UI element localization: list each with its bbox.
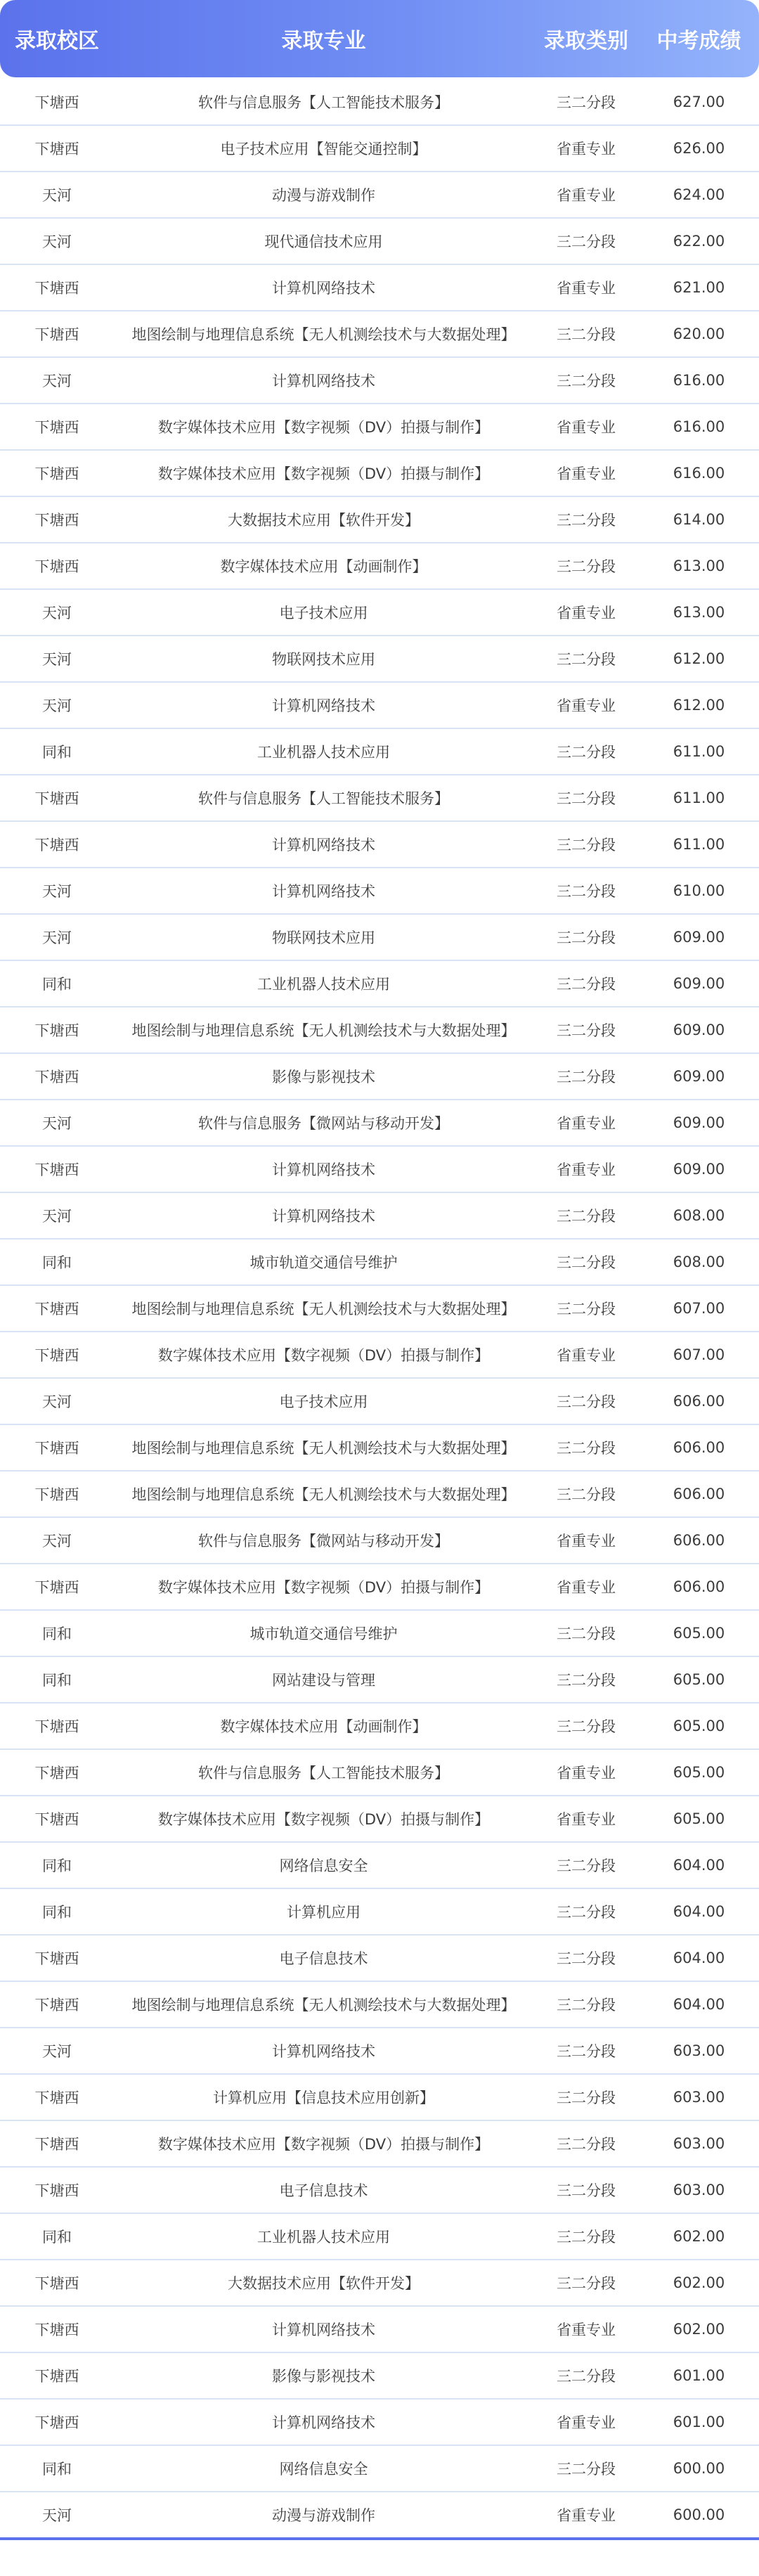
cell-major: 计算机网络技术 <box>272 2043 375 2060</box>
cell-score: 611.00 <box>673 743 725 760</box>
cell-score: 601.00 <box>673 2414 725 2430</box>
cell-type: 三二分段 <box>557 1440 616 1457</box>
cell-campus: 下塘西 <box>34 1069 79 1086</box>
cell-campus: 下塘西 <box>34 558 79 575</box>
cell-score: 608.00 <box>673 1254 725 1270</box>
table-row <box>0 915 759 961</box>
cell-campus: 天河 <box>42 651 72 668</box>
table-row <box>0 1425 759 1471</box>
cell-campus: 下塘西 <box>34 465 79 482</box>
cell-score: 613.00 <box>673 604 725 621</box>
cell-major: 软件与信息服务【微网站与移动开发】 <box>198 1533 449 1550</box>
table-row <box>0 358 759 404</box>
cell-score: 605.00 <box>673 1764 725 1781</box>
cell-score: 604.00 <box>673 1996 725 2013</box>
table-row <box>0 1147 759 1193</box>
table-row <box>0 2260 759 2307</box>
cell-type: 三二分段 <box>557 1254 616 1271</box>
table-row <box>0 1379 759 1425</box>
cell-campus: 天河 <box>42 605 72 622</box>
cell-campus: 同和 <box>42 1254 72 1271</box>
cell-campus: 天河 <box>42 187 72 204</box>
cell-major: 电子技术应用【智能交通控制】 <box>220 141 427 157</box>
cell-score: 606.00 <box>673 1393 725 1410</box>
cell-score: 616.00 <box>673 418 725 435</box>
cell-type: 省重专业 <box>557 280 616 297</box>
cell-campus: 同和 <box>42 744 72 761</box>
cell-type: 三二分段 <box>557 512 616 529</box>
cell-type: 三二分段 <box>557 1486 616 1503</box>
cell-type: 省重专业 <box>557 605 616 622</box>
table-row <box>0 311 759 358</box>
cell-major: 工业机器人技术应用 <box>257 976 390 993</box>
cell-major: 工业机器人技术应用 <box>257 744 390 761</box>
cell-type: 三二分段 <box>557 1950 616 1967</box>
table-row <box>0 822 759 868</box>
cell-campus: 下塘西 <box>34 2368 79 2385</box>
cell-type: 省重专业 <box>557 1533 616 1550</box>
cell-score: 606.00 <box>673 1532 725 1549</box>
table-row <box>0 729 759 775</box>
table-row <box>0 1704 759 1750</box>
cell-campus: 天河 <box>42 929 72 946</box>
cell-campus: 下塘西 <box>34 2089 79 2106</box>
cell-score: 611.00 <box>673 836 725 853</box>
cell-major: 数字媒体技术应用【动画制作】 <box>220 558 427 575</box>
table-row <box>0 775 759 822</box>
cell-score: 602.00 <box>673 2274 725 2291</box>
cell-campus: 下塘西 <box>34 1811 79 1828</box>
cell-score: 606.00 <box>673 1486 725 1502</box>
cell-campus: 下塘西 <box>34 1440 79 1457</box>
cell-major: 计算机应用【信息技术应用创新】 <box>213 2089 434 2106</box>
cell-score: 610.00 <box>673 882 725 899</box>
cell-score: 603.00 <box>673 2042 725 2059</box>
cell-campus: 同和 <box>42 2229 72 2246</box>
table-row <box>0 2353 759 2400</box>
cell-major: 工业机器人技术应用 <box>257 2229 390 2246</box>
cell-score: 609.00 <box>673 929 725 946</box>
table-row <box>0 219 759 265</box>
cell-score: 604.00 <box>673 1857 725 1874</box>
cell-score: 627.00 <box>673 94 725 110</box>
cell-campus: 下塘西 <box>34 837 79 854</box>
header-score: 中考成绩 <box>656 29 741 53</box>
header-campus: 录取校区 <box>15 29 99 53</box>
table-row <box>0 1982 759 2028</box>
cell-type: 三二分段 <box>557 94 616 111</box>
cell-type: 三二分段 <box>557 2089 616 2106</box>
cell-major: 电子技术应用 <box>279 1393 368 1410</box>
cell-campus: 下塘西 <box>34 2321 79 2338</box>
cell-major: 数字媒体技术应用【动画制作】 <box>220 1718 427 1735</box>
cell-major: 计算机网络技术 <box>272 2321 375 2338</box>
cell-score: 616.00 <box>673 465 725 482</box>
cell-campus: 下塘西 <box>34 94 79 111</box>
table-row <box>0 2307 759 2353</box>
cell-major: 城市轨道交通信号维护 <box>249 1625 398 1642</box>
cell-type: 三二分段 <box>557 2136 616 2153</box>
table-row <box>0 1193 759 1239</box>
cell-campus: 同和 <box>42 1672 72 1689</box>
cell-score: 614.00 <box>673 511 725 528</box>
cell-major: 数字媒体技术应用【数字视频（DV）拍摄与制作】 <box>157 419 490 436</box>
cell-major: 数字媒体技术应用【数字视频（DV）拍摄与制作】 <box>157 1579 490 1596</box>
cell-campus: 天河 <box>42 1208 72 1225</box>
cell-major: 电子信息技术 <box>279 1950 368 1967</box>
cell-major: 城市轨道交通信号维护 <box>249 1254 398 1271</box>
cell-campus: 下塘西 <box>34 1347 79 1364</box>
cell-score: 611.00 <box>673 790 725 806</box>
cell-major: 大数据技术应用【软件开发】 <box>228 2275 420 2292</box>
cell-score: 612.00 <box>673 650 725 667</box>
table-row <box>0 79 759 126</box>
cell-campus: 下塘西 <box>34 419 79 436</box>
cell-type: 三二分段 <box>557 2275 616 2292</box>
cell-type: 三二分段 <box>557 2229 616 2246</box>
cell-score: 608.00 <box>673 1207 725 1224</box>
table-row <box>0 2075 759 2121</box>
table-row <box>0 1471 759 1518</box>
cell-type: 三二分段 <box>557 651 616 668</box>
cell-campus: 天河 <box>42 1393 72 1410</box>
cell-score: 605.00 <box>673 1810 725 1827</box>
cell-type: 三二分段 <box>557 929 616 946</box>
cell-type: 三二分段 <box>557 2182 616 2199</box>
cell-major: 网站建设与管理 <box>272 1672 375 1689</box>
cell-campus: 下塘西 <box>34 1486 79 1503</box>
cell-type: 三二分段 <box>557 1208 616 1225</box>
cell-score: 620.00 <box>673 326 725 342</box>
cell-type: 省重专业 <box>557 465 616 482</box>
cell-type: 三二分段 <box>557 883 616 900</box>
table-row <box>0 1750 759 1796</box>
table-row <box>0 1332 759 1379</box>
cell-campus: 天河 <box>42 1115 72 1132</box>
table-row <box>0 1936 759 1982</box>
cell-score: 603.00 <box>673 2135 725 2152</box>
cell-campus: 同和 <box>42 976 72 993</box>
cell-campus: 下塘西 <box>34 2414 79 2431</box>
cell-type: 省重专业 <box>557 697 616 714</box>
cell-major: 网络信息安全 <box>279 2461 368 2478</box>
table-row <box>0 126 759 172</box>
table-row <box>0 1611 759 1657</box>
table-row <box>0 1796 759 1843</box>
cell-campus: 天河 <box>42 2507 72 2524</box>
table-row <box>0 265 759 311</box>
table-row <box>0 172 759 219</box>
cell-score: 621.00 <box>673 279 725 296</box>
cell-type: 三二分段 <box>557 1022 616 1039</box>
cell-type: 三二分段 <box>557 1904 616 1921</box>
cell-major: 地图绘制与地理信息系统【无人机测绘技术与大数据处理】 <box>131 1997 516 2014</box>
cell-campus: 下塘西 <box>34 512 79 529</box>
cell-score: 612.00 <box>673 697 725 714</box>
cell-type: 省重专业 <box>557 419 616 436</box>
cell-campus: 天河 <box>42 233 72 250</box>
cell-campus: 天河 <box>42 697 72 714</box>
cell-major: 地图绘制与地理信息系统【无人机测绘技术与大数据处理】 <box>131 326 516 343</box>
cell-major: 动漫与游戏制作 <box>272 187 375 204</box>
cell-campus: 下塘西 <box>34 280 79 297</box>
cell-score: 607.00 <box>673 1346 725 1363</box>
cell-type: 三二分段 <box>557 2368 616 2385</box>
cell-type: 三二分段 <box>557 790 616 807</box>
cell-campus: 天河 <box>42 373 72 389</box>
cell-type: 三二分段 <box>557 2043 616 2060</box>
cell-type: 三二分段 <box>557 373 616 389</box>
cell-score: 622.00 <box>673 233 725 250</box>
cell-major: 计算机网络技术 <box>272 883 375 900</box>
cell-type: 省重专业 <box>557 2507 616 2524</box>
cell-score: 613.00 <box>673 558 725 574</box>
cell-major: 物联网技术应用 <box>272 651 375 668</box>
cell-major: 计算机网络技术 <box>272 373 375 389</box>
table-row <box>0 543 759 590</box>
cell-major: 数字媒体技术应用【数字视频（DV）拍摄与制作】 <box>157 465 490 482</box>
cell-type: 三二分段 <box>557 976 616 993</box>
table-row <box>0 1518 759 1564</box>
cell-campus: 下塘西 <box>34 790 79 807</box>
table-row <box>0 1564 759 1611</box>
cell-type: 三二分段 <box>557 2461 616 2478</box>
cell-campus: 下塘西 <box>34 1950 79 1967</box>
table-row <box>0 590 759 636</box>
cell-campus: 同和 <box>42 1857 72 1874</box>
cell-campus: 天河 <box>42 2043 72 2060</box>
cell-major: 数字媒体技术应用【数字视频（DV）拍摄与制作】 <box>157 1347 490 1364</box>
cell-major: 影像与影视技术 <box>272 1069 375 1086</box>
table-row <box>0 868 759 915</box>
cell-campus: 天河 <box>42 883 72 900</box>
table-row <box>0 2028 759 2075</box>
table-row <box>0 636 759 683</box>
table-row <box>0 1054 759 1100</box>
table-row <box>0 2214 759 2260</box>
cell-type: 省重专业 <box>557 2321 616 2338</box>
cell-type: 省重专业 <box>557 1115 616 1132</box>
cell-score: 600.00 <box>673 2506 725 2523</box>
cell-type: 三二分段 <box>557 1672 616 1689</box>
table-row <box>0 1657 759 1704</box>
cell-campus: 下塘西 <box>34 1301 79 1318</box>
table-row <box>0 404 759 451</box>
cell-major: 现代通信技术应用 <box>264 233 383 250</box>
cell-major: 网络信息安全 <box>279 1857 368 1874</box>
cell-type: 三二分段 <box>557 1393 616 1410</box>
cell-major: 动漫与游戏制作 <box>272 2507 375 2524</box>
cell-score: 605.00 <box>673 1625 725 1642</box>
cell-type: 三二分段 <box>557 1625 616 1642</box>
cell-type: 省重专业 <box>557 1347 616 1364</box>
cell-major: 电子技术应用 <box>279 605 368 622</box>
cell-major: 计算机网络技术 <box>272 2414 375 2431</box>
cell-score: 606.00 <box>673 1578 725 1595</box>
cell-type: 三二分段 <box>557 1857 616 1874</box>
cell-type: 三二分段 <box>557 1997 616 2014</box>
cell-major: 计算机应用 <box>287 1904 361 1921</box>
cell-type: 三二分段 <box>557 233 616 250</box>
cell-type: 三二分段 <box>557 1301 616 1318</box>
table-row <box>0 1100 759 1147</box>
cell-campus: 下塘西 <box>34 141 79 157</box>
table-row <box>0 2446 759 2492</box>
cell-type: 省重专业 <box>557 187 616 204</box>
cell-score: 602.00 <box>673 2321 725 2338</box>
header-type: 录取类别 <box>544 29 628 53</box>
cell-campus: 同和 <box>42 1625 72 1642</box>
cell-campus: 同和 <box>42 2461 72 2478</box>
cell-score: 609.00 <box>673 975 725 992</box>
cell-campus: 同和 <box>42 1904 72 1921</box>
table-row <box>0 683 759 729</box>
cell-score: 603.00 <box>673 2182 725 2198</box>
cell-major: 软件与信息服务【人工智能技术服务】 <box>198 94 449 111</box>
cell-type: 三二分段 <box>557 837 616 854</box>
cell-type: 三二分段 <box>557 744 616 761</box>
cell-score: 609.00 <box>673 1161 725 1178</box>
cell-campus: 下塘西 <box>34 1765 79 1782</box>
cell-major: 计算机网络技术 <box>272 837 375 854</box>
cell-score: 616.00 <box>673 372 725 389</box>
cell-major: 计算机网络技术 <box>272 697 375 714</box>
cell-score: 605.00 <box>673 1671 725 1688</box>
cell-score: 606.00 <box>673 1439 725 1456</box>
table-row <box>0 497 759 543</box>
cell-major: 物联网技术应用 <box>272 929 375 946</box>
cell-type: 三二分段 <box>557 1069 616 1086</box>
table-row <box>0 2168 759 2214</box>
cell-major: 数字媒体技术应用【数字视频（DV）拍摄与制作】 <box>157 2136 490 2153</box>
cell-major: 地图绘制与地理信息系统【无人机测绘技术与大数据处理】 <box>131 1022 516 1039</box>
cell-major: 软件与信息服务【微网站与移动开发】 <box>198 1115 449 1132</box>
cell-type: 省重专业 <box>557 1765 616 1782</box>
table-row <box>0 1286 759 1332</box>
cell-major: 计算机网络技术 <box>272 280 375 297</box>
cell-major: 影像与影视技术 <box>272 2368 375 2385</box>
cell-score: 605.00 <box>673 1718 725 1734</box>
cell-major: 计算机网络技术 <box>272 1208 375 1225</box>
cell-campus: 下塘西 <box>34 1718 79 1735</box>
table-row <box>0 961 759 1007</box>
cell-major: 软件与信息服务【人工智能技术服务】 <box>198 790 449 807</box>
table-row <box>0 2492 759 2540</box>
cell-type: 三二分段 <box>557 1718 616 1735</box>
cell-major: 地图绘制与地理信息系统【无人机测绘技术与大数据处理】 <box>131 1486 516 1503</box>
table-row <box>0 2121 759 2168</box>
cell-campus: 下塘西 <box>34 1022 79 1039</box>
cell-score: 604.00 <box>673 1950 725 1966</box>
cell-type: 省重专业 <box>557 2414 616 2431</box>
cell-campus: 下塘西 <box>34 1161 79 1178</box>
cell-type: 三二分段 <box>557 326 616 343</box>
cell-major: 大数据技术应用【软件开发】 <box>228 512 420 529</box>
cell-score: 609.00 <box>673 1022 725 1038</box>
cell-major: 电子信息技术 <box>279 2182 368 2199</box>
cell-campus: 下塘西 <box>34 326 79 343</box>
cell-major: 数字媒体技术应用【数字视频（DV）拍摄与制作】 <box>157 1811 490 1828</box>
cell-type: 省重专业 <box>557 141 616 157</box>
cell-score: 626.00 <box>673 140 725 157</box>
cell-score: 609.00 <box>673 1114 725 1131</box>
table-row <box>0 1843 759 1889</box>
cell-major: 软件与信息服务【人工智能技术服务】 <box>198 1765 449 1782</box>
header-major: 录取专业 <box>281 29 366 53</box>
cell-campus: 下塘西 <box>34 2182 79 2199</box>
table-row <box>0 1239 759 1286</box>
cell-campus: 下塘西 <box>34 1997 79 2014</box>
table-header <box>0 0 759 77</box>
table-row <box>0 1889 759 1936</box>
cell-score: 624.00 <box>673 186 725 203</box>
cell-type: 三二分段 <box>557 558 616 575</box>
cell-campus: 下塘西 <box>34 1579 79 1596</box>
cell-score: 604.00 <box>673 1903 725 1920</box>
table-body <box>0 79 759 2540</box>
table-row <box>0 2400 759 2446</box>
cell-score: 603.00 <box>673 2089 725 2106</box>
table-row <box>0 1007 759 1054</box>
cell-campus: 下塘西 <box>34 2275 79 2292</box>
cell-type: 省重专业 <box>557 1811 616 1828</box>
cell-major: 地图绘制与地理信息系统【无人机测绘技术与大数据处理】 <box>131 1301 516 1318</box>
cell-score: 601.00 <box>673 2367 725 2384</box>
cell-type: 省重专业 <box>557 1161 616 1178</box>
cell-score: 607.00 <box>673 1300 725 1317</box>
cell-score: 609.00 <box>673 1068 725 1085</box>
cell-major: 地图绘制与地理信息系统【无人机测绘技术与大数据处理】 <box>131 1440 516 1457</box>
cell-campus: 天河 <box>42 1533 72 1550</box>
cell-score: 602.00 <box>673 2228 725 2245</box>
cell-campus: 下塘西 <box>34 2136 79 2153</box>
table-row <box>0 451 759 497</box>
cell-type: 省重专业 <box>557 1579 616 1596</box>
cell-score: 600.00 <box>673 2460 725 2477</box>
cell-major: 计算机网络技术 <box>272 1161 375 1178</box>
